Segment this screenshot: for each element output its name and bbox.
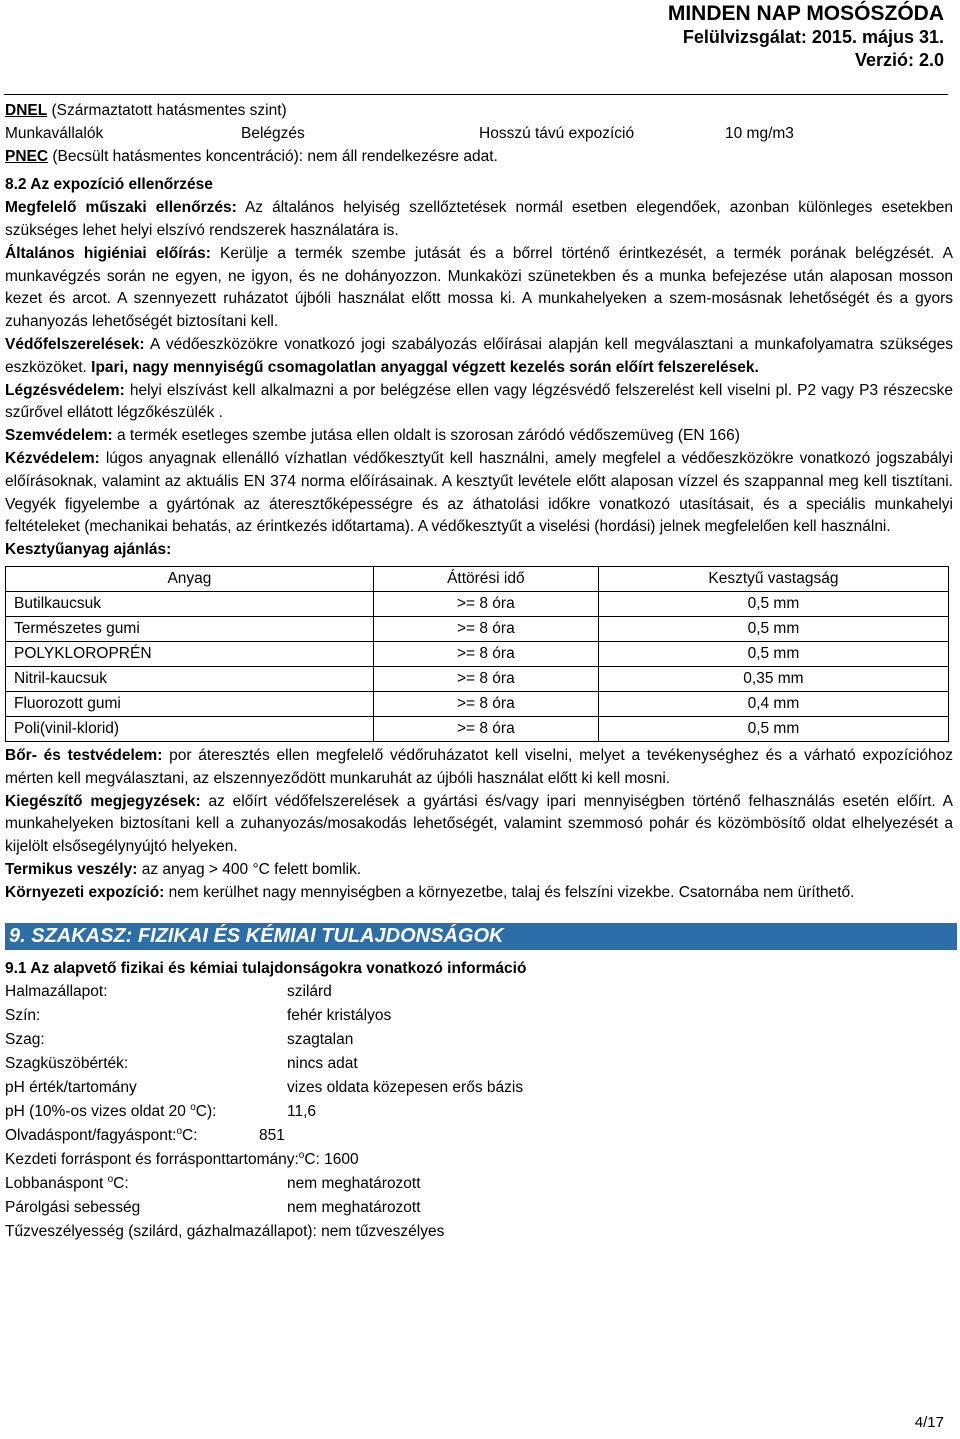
melt-label-a: Olvadáspont/fagyáspont: <box>5 1127 177 1145</box>
p4-text: helyi elszívást kell alkalmazni a por belégzése ellen vagy légzésvédő felszerelést kell viselni pl. P2 vagy P3 részecske szűrővel ellátott légzőkészülék . <box>5 381 953 422</box>
property-value: 11,6 <box>287 1103 317 1121</box>
degree-sup: o <box>107 1174 114 1186</box>
p2-label: Általános higiéniai előírás: <box>5 244 211 262</box>
product-name: MINDEN NAP MOSÓSZÓDA <box>667 2 944 25</box>
property-row-ph <box>5 1100 953 1124</box>
paragraph-additional-notes <box>5 791 953 859</box>
cell-breakthrough: >= 8 óra <box>373 716 598 741</box>
table-row <box>6 666 949 691</box>
paragraph-thermal-hazard <box>5 859 953 882</box>
property-row <box>5 980 953 1004</box>
paragraph-body-protection <box>5 745 953 791</box>
pnec-text: (Becsült hatásmentes koncentráció): nem áll rendelkezésre adat. <box>48 147 498 165</box>
property-label: Tűzveszélyesség (szilárd, gázhalmazállapot): nem tűzveszélyes <box>5 1223 445 1241</box>
p3-label: Védőfelszerelések: <box>5 335 145 353</box>
p8-label: Kiegészítő megjegyzések: <box>5 792 201 810</box>
revision-date: Felülvizsgálat: 2015. május 31. <box>682 27 944 47</box>
dnel-group: Munkavállalók <box>5 124 104 142</box>
cell-breakthrough: >= 8 óra <box>373 691 598 716</box>
cell-thickness: 0,5 mm <box>598 591 948 616</box>
degree-sup: o <box>190 1102 196 1114</box>
property-value: vizes oldata közepesen erős bázis <box>287 1079 524 1097</box>
property-row <box>5 1076 953 1100</box>
col-header-thickness: Kesztyű vastagság <box>598 566 948 591</box>
dnel-exposure: Hosszú távú expozíció <box>479 124 635 142</box>
property-value: nincs adat <box>287 1055 358 1073</box>
pnec-label: PNEC <box>5 147 49 165</box>
paragraph-hygiene <box>5 243 953 334</box>
property-row-evaporation <box>5 1196 953 1220</box>
p1-text: Az általános helyiség szellőztetések normál esetben elegendőek, azonban különleges esetekben szükséges lehet helyi elszívó rendszerek használatára is. <box>5 199 953 239</box>
p7-text: por áteresztés ellen megfelelő védőruházatot kell viselni, melyet a tevékenységhez és a várható expozícióhoz mérten kell megválasztani, az elszennyeződött munkaruhát az újbóli használat előtt ki kell mosni. <box>5 746 953 787</box>
property-label: pH érték/tartomány <box>5 1079 137 1097</box>
cell-material: Nitril-kaucsuk <box>6 666 374 691</box>
cell-thickness: 0,5 mm <box>598 716 948 741</box>
paragraph-respiratory <box>5 380 953 426</box>
p7-label: Bőr- és testvédelem: <box>5 746 163 764</box>
boil-label-a: Kezdeti forráspont és forrásponttartomány: <box>5 1151 299 1169</box>
page-number: 4/17 <box>914 1414 944 1431</box>
cell-breakthrough: >= 8 óra <box>373 666 598 691</box>
col-header-breakthrough: Áttörési idő <box>373 566 598 591</box>
property-value: fehér kristályos <box>287 1007 392 1025</box>
property-label <box>5 1100 287 1124</box>
p9-label: Termikus veszély: <box>5 860 138 878</box>
dnel-heading <box>5 100 953 123</box>
table-row <box>6 691 949 716</box>
property-row-melting <box>5 1124 953 1148</box>
property-row <box>5 1052 953 1076</box>
pnec-line <box>5 146 953 169</box>
cell-material: Butilkaucsuk <box>6 591 374 616</box>
gloves-title: Kesztyűanyag ajánlás: <box>5 541 172 559</box>
p8-text: az előírt védőfelszerelések a gyártási és/vagy ipari mennyiségben történő felhasználás esetén előírt. A munkahelyeken biztosítani kell a zuhanyozás/mosakodás lehetőségét, valamint szemmosó pohár és közömbösítő oldat elhelyezését a kijelölt elsősegélynyújtó helyeken. <box>5 792 953 856</box>
property-label: Párolgási sebesség <box>5 1199 141 1217</box>
cell-breakthrough: >= 8 óra <box>373 641 598 666</box>
table-header-row <box>6 566 949 591</box>
property-value: nem meghatározott <box>287 1175 421 1193</box>
cell-material: Természetes gumi <box>6 616 374 641</box>
paragraph-environmental-exposure <box>5 882 953 905</box>
main-content <box>5 100 953 1244</box>
p10-text: nem kerülhet nagy mennyiségben a környezetbe, talaj és felszíni vizekbe. Csatornába nem üríthető. <box>164 883 855 901</box>
property-value: szagtalan <box>287 1031 354 1049</box>
section-9-banner: 9. SZAKASZ: FIZIKAI ÉS KÉMIAI TULAJDONSÁGOK <box>5 923 957 950</box>
degree-sup: o <box>298 1150 305 1162</box>
cell-material: Poli(vinil-klorid) <box>6 716 374 741</box>
p5-text: a termék esetleges szembe jutása ellen oldalt is szorosan záródó védőszemüveg (EN 166) <box>112 427 740 445</box>
property-value: szilárd <box>287 983 332 1001</box>
property-row-flammability <box>5 1220 953 1244</box>
col-header-material: Anyag <box>6 566 374 591</box>
property-row-flash <box>5 1172 953 1196</box>
section-8-2-title: 8.2 Az expozíció ellenőrzése <box>5 176 213 194</box>
p3-bold-note: Ipari, nagy mennyiségű csomagolatlan anyaggal végzett kezelés során előírt felszerelések. <box>91 358 759 376</box>
property-label <box>5 1172 287 1196</box>
p5-label: Szemvédelem: <box>5 427 113 445</box>
ph-label-a: pH (10%-os vizes oldat 20 <box>5 1103 191 1121</box>
property-label: Szagküszöbérték: <box>5 1055 129 1073</box>
property-label: Szín: <box>5 1007 41 1025</box>
property-row <box>5 1028 953 1052</box>
p6-text: lúgos anyagnak ellenálló vízhatlan védőkesztyűt kell használni, amely megfelel a védőeszközökre vonatkozó jogszabályi előírásoknak, valamint az aktuális EN 374 norma előírásainak. A kesztyűt levétele előtt alaposan vízzel és szappannal meg kell tisztítani. Vegyék figyelembe a gyártónak az áteresztőképességre és az áthatolási időkre vonatkozó utasításait, és a speciális munkahelyi feltételeket (mechanikai behatás, az érintkezés időtartama). A védőkesztyűt a viselési (hordási) jelnek megfelelően kell használni. <box>5 449 953 536</box>
cell-material: Fluorozott gumi <box>6 691 374 716</box>
p9-text: az anyag > 400 °C felett bomlik. <box>137 860 362 878</box>
p10-label: Környezeti expozíció: <box>5 883 165 901</box>
cell-breakthrough: >= 8 óra <box>373 591 598 616</box>
dnel-route: Belégzés <box>241 124 305 142</box>
ph-label-b: C): <box>195 1103 217 1121</box>
property-label <box>5 1148 359 1172</box>
flash-label-a: Lobbanáspont <box>5 1175 108 1193</box>
dnel-label: DNEL <box>5 102 48 119</box>
property-row <box>5 1004 953 1028</box>
table-row <box>6 716 949 741</box>
boil-label-b: C: 1600 <box>304 1151 359 1169</box>
table-row <box>6 616 949 641</box>
header-divider <box>4 94 948 95</box>
cell-breakthrough: >= 8 óra <box>373 616 598 641</box>
paragraph-engineering-controls <box>5 197 953 243</box>
cell-material: POLYKLOROPRÉN <box>6 641 374 666</box>
table-row <box>6 591 949 616</box>
property-label: Szag: <box>5 1031 45 1049</box>
property-label <box>5 1124 259 1148</box>
paragraph-hand-protection <box>5 448 953 539</box>
p2-text: Kerülje a termék szembe jutását és a bőrrel történő érintkezését, a termék porának belégzését. A munkavégzés során ne egyen, ne igyon, és ne dohányozzon. Munkaközi szünetekben és a munka befejezése után alaposan mosson kezet és arcot. A szennyezett ruházatot újbóli használat előtt mossa ki. A munkahelyeken a szem-mosásnak lehetőségét és a gyors zuhanyozás lehetőségét biztosítani kell. <box>5 244 953 331</box>
cell-thickness: 0,4 mm <box>598 691 948 716</box>
section-9-1-title: 9.1 Az alapvető fizikai és kémiai tulajdonságokra vonatkozó információ <box>5 959 527 977</box>
property-value: nem meghatározott <box>287 1199 421 1217</box>
cell-thickness: 0,35 mm <box>598 666 948 691</box>
flash-label-b: C: <box>113 1175 129 1193</box>
dnel-row <box>5 123 953 146</box>
p6-label: Kézvédelem: <box>5 449 100 467</box>
property-label: Halmazállapot: <box>5 983 108 1001</box>
version-label: Verzió: 2.0 <box>854 50 944 70</box>
p1-label: Megfelelő műszaki ellenőrzés: <box>5 199 237 217</box>
dnel-label-rest: (Származtatott hatásmentes szint) <box>47 102 287 119</box>
degree-sup: o <box>176 1126 183 1138</box>
melt-label-b: C: <box>182 1127 198 1145</box>
paragraph-eye-protection <box>5 425 953 448</box>
cell-thickness: 0,5 mm <box>598 616 948 641</box>
p4-label: Légzésvédelem: <box>5 381 125 399</box>
gloves-table <box>5 566 949 742</box>
p3-text: A védőeszközökre vonatkozó jogi szabályozás előírásai alapján kell megválasztani a munkafolyamatra szükséges eszközöket. <box>5 335 953 376</box>
property-value: 851 <box>259 1127 285 1145</box>
dnel-value: 10 mg/m3 <box>725 124 794 142</box>
cell-thickness: 0,5 mm <box>598 641 948 666</box>
paragraph-protective-equipment <box>5 334 953 380</box>
document-header <box>668 2 944 72</box>
table-row <box>6 641 949 666</box>
property-row-boiling <box>5 1148 953 1172</box>
